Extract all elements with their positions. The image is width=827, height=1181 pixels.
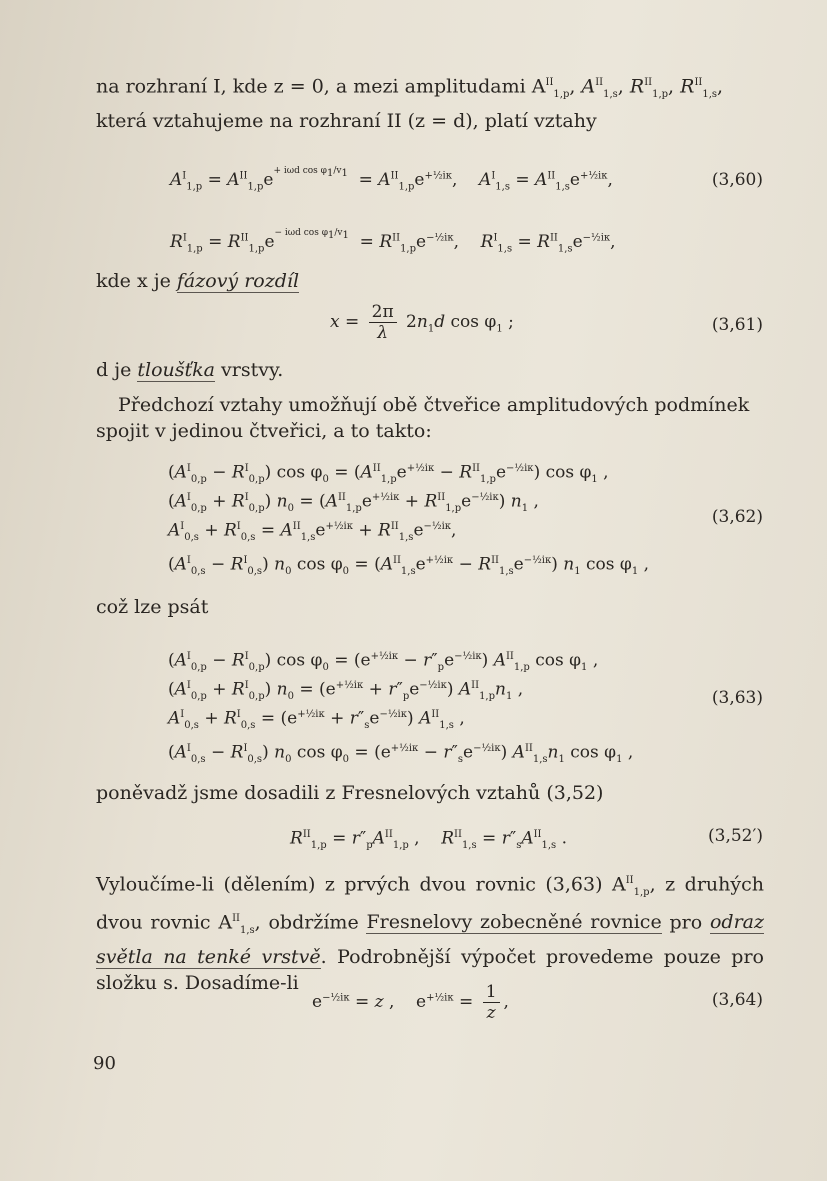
equation-3-62-line-3: $A^I_{0,s} + R^I_{0,s} = A^{II}_{1,s}e^{+\frac{1}{2}i\kappa} + R^{II}_{1,s}e^{-\frac{1}{2}i\kappa}$, <box>168 520 457 544</box>
thin-film-reflection-term: odraz světla na tenké vrstvě <box>96 911 764 969</box>
thickness-term: tloušťka <box>137 359 216 381</box>
phase-term: fázový rozdíl <box>176 270 300 292</box>
equation-3-63-line-4: $(A^I_{0,s} - R^I_{0,s})$ $n_0$ $\cos \varphi_0 = (e^{+\frac{1}{2}i\kappa} - r''_se^{-\frac{1}{2}i\kappa})$ $A^{II}_{1,s}n_1$ $\cos \varphi_1$ , <box>168 742 634 766</box>
intro-text: na rozhraní I, kde z = 0, a mezi amplitudami A <box>96 75 546 98</box>
equation-number-3-64: (3,64) <box>711 990 763 1010</box>
equation-number-3-62: (3,62) <box>711 507 763 527</box>
equation-3-60-line-1: $A^I_{1,p} = A^{II}_{1,p}e^{+ i\omega d cos \varphi_1/v_1} = A^{II}_{1,p}e^{+\frac{1}{2}i\kappa}$, $A^I_{1,s} = A^{II}_{1,s}e^{+\frac{1}{2}i\kappa}$, <box>170 166 613 193</box>
intro-line-2: která vztahujeme na rozhraní II (z = d), platí vztahy <box>96 110 597 133</box>
equation-3-60-line-2: $R^I_{1,p} = R^{II}_{1,p}e^{- i\omega d cos \varphi_1/v_1} = R^{II}_{1,p}e^{-\frac{1}{2}i\kappa}$, $R^I_{1,s} = R^{II}_{1,s}e^{-\frac{1}{2}i\kappa}$, <box>170 228 616 255</box>
page-number: 90 <box>93 1053 116 1074</box>
equation-3-63-line-1: $(A^I_{0,p} - R^I_{0,p})$ $\cos \varphi_0 = (e^{+\frac{1}{2}i\kappa} - r''_pe^{-\frac{1}{2}i\kappa})$ $A^{II}_{1,p}$ $\cos \varphi_1$ , <box>168 650 599 674</box>
equation-3-62-line-4: $(A^I_{0,s} - R^I_{0,s})$ $n_0$ $\cos \varphi_0 = (A^{II}_{1,s}e^{+\frac{1}{2}i\kappa} - R^{II}_{1,s}e^{-\frac{1}{2}i\kappa})$ $n_1$ $\cos \varphi_1$ , <box>168 554 650 578</box>
equation-3-64: $e^{-\frac{1}{2}i\kappa} = z$ , $e^{+\frac{1}{2}i\kappa}$ = $\frac{1}{z}$ , <box>312 982 509 1023</box>
equation-3-61: x = $\frac{2\pi}{\lambda}$ $2n_1d$ $\cos \varphi_1$ ; <box>330 302 514 343</box>
equation-number-3-63: (3,63) <box>711 688 763 708</box>
eliminate-paragraph: Vyloučíme-li (dělením) z prvých dvou rovnic (3,63) $A^{II}_{1,p}$, z druhých dvou rovnic $A^{II}_{1,s}$, obdržíme Fresnelovy zobecněné rovnice pro odraz světla na tenké vrstvě. Podrobnější výpočet provedeme pouze pro složku s. Dosadíme-li <box>96 873 764 995</box>
equation-number-3-60: (3,60) <box>711 170 763 190</box>
intro-line-1: na rozhraní I, kde z = 0, a mezi amplitudami $A^{II}_{1,p}$, $A^{II}_{1,s}$, $R^{II}_{1,p}$, $R^{II}_{1,s}$, <box>96 75 724 101</box>
phase-definition: kde x je fázový rozdíl <box>96 270 300 292</box>
equation-number-3-52-prime: (3,52′) <box>708 826 763 846</box>
equation-3-62-line-2: $(A^I_{0,p} + R^I_{0,p}) n_0 = (A^{II}_{1,p}e^{+\frac{1}{2}i\kappa} + R^{II}_{1,p}e^{-\frac{1}{2}i\kappa})$ $n_1$ , <box>168 491 539 515</box>
fresnel-generalized-term: Fresnelovy zobecněné rovnice <box>366 911 662 934</box>
equation-3-63-line-2: $(A^I_{0,p} + R^I_{0,p}) n_0 = (e^{+\frac{1}{2}i\kappa} + r''_pe^{-\frac{1}{2}i\kappa})$ $A^{II}_{1,p}n_1$ , <box>168 679 524 703</box>
equation-3-52-prime: $R^{II}_{1,p} = r''_pA^{II}_{1,p}$ , $R^{II}_{1,s} = r''_sA^{II}_{1,s}$ . <box>290 828 568 852</box>
can-write-text: což lze psát <box>96 596 209 618</box>
intro-paragraph <box>96 70 764 134</box>
equation-number-3-61: (3,61) <box>711 315 763 335</box>
since-text: poněvadž jsme dosadili z Fresnelových vztahů (3,52) <box>96 782 604 804</box>
equation-3-62-line-1: $(A^I_{0,p} - R^I_{0,p})$ $\cos \varphi_0 = (A^{II}_{1,p}e^{+\frac{1}{2}i\kappa} - R^{II}_{1,p}e^{-\frac{1}{2}i\kappa})$ $\cos \varphi_1$ , <box>168 462 609 486</box>
combine-paragraph: Předchozí vztahy umožňují obě čtveřice amplitudových podmínek spojit v jedinou čtveřici, a to takto: <box>96 394 750 442</box>
equation-3-63-line-3: $A^I_{0,s} + R^I_{0,s} = (e^{+\frac{1}{2}i\kappa} + r''_se^{-\frac{1}{2}i\kappa})$ $A^{II}_{1,s}$ , <box>168 708 465 732</box>
thickness-definition: d je tloušťka vrstvy. <box>96 359 284 381</box>
